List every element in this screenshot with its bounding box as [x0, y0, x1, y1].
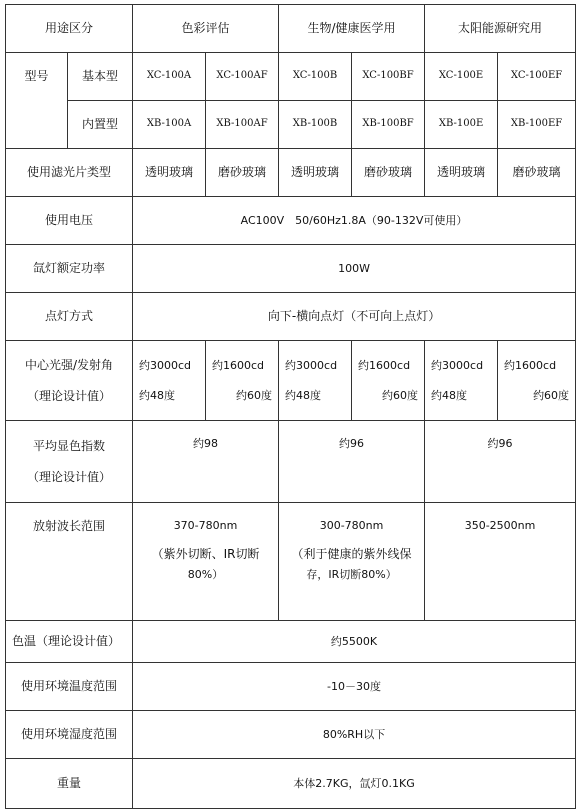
intensity-label-line1: 中心光强/发射角 [24, 357, 114, 372]
lighting-label: 点灯方式 [6, 293, 133, 341]
model-builtin-label: 内置型 [68, 101, 133, 149]
temp-range-value: -10－30度 [133, 663, 576, 711]
cri-row [6, 421, 576, 503]
model-builtin-row [6, 101, 576, 149]
intensity-angle: 约60度 [382, 388, 419, 402]
weight-value: 本体2.7KG，氙灯0.1KG [133, 759, 576, 809]
model-cell: XB-100A [133, 101, 206, 149]
model-cell: XB-100AF [206, 101, 279, 149]
voltage-value: AC100V 50/60Hz1.8A（90-132V可使用） [133, 197, 576, 245]
wavelength-cell-bio-health [279, 503, 425, 621]
intensity-cell [498, 341, 576, 421]
lighting-row [6, 293, 576, 341]
intensity-cell [425, 341, 498, 421]
intensity-cd: 约3000cd [285, 358, 338, 372]
filter-cell: 磨砂玻璃 [206, 149, 279, 197]
model-cell: XB-100E [425, 101, 498, 149]
intensity-cd: 约1600cd [504, 358, 557, 372]
solar-header: 太阳能源研究用 [425, 5, 576, 53]
intensity-angle: 约60度 [533, 388, 570, 402]
cri-cell: 约98 [133, 421, 279, 503]
wavelength-note: （利于健康的紫外线保 [291, 546, 412, 561]
model-cell: XC-100E [425, 53, 498, 101]
filter-cell: 透明玻璃 [425, 149, 498, 197]
color-temp-row [6, 621, 576, 663]
power-row [6, 245, 576, 293]
weight-row [6, 759, 576, 809]
wavelength-row [6, 503, 576, 621]
model-cell: XB-100BF [352, 101, 425, 149]
cri-cell: 约96 [279, 421, 425, 503]
cri-cell: 约96 [425, 421, 576, 503]
intensity-label [6, 341, 133, 421]
filter-cell: 磨砂玻璃 [498, 149, 576, 197]
cri-label-line2: （理论设计值） [27, 469, 112, 484]
color-temp-value: 约5500K [133, 621, 576, 663]
wavelength-note: 存，IR切断80%） [306, 567, 397, 581]
filter-cell: 透明玻璃 [279, 149, 352, 197]
cri-label-line1: 平均显色指数 [33, 438, 106, 453]
wavelength-cell-solar [425, 503, 576, 621]
humidity-label: 使用环境湿度范围 [6, 711, 133, 759]
intensity-cd: 约3000cd [139, 358, 192, 372]
power-label: 氙灯额定功率 [6, 245, 133, 293]
color-eval-header: 色彩评估 [133, 5, 279, 53]
model-basic-label: 基本型 [68, 53, 133, 101]
humidity-row [6, 711, 576, 759]
use-category-header: 用途区分 [6, 5, 133, 53]
intensity-cell [133, 341, 206, 421]
cri-label [6, 421, 133, 503]
wavelength-label: 放射波长范围 [6, 503, 133, 621]
model-basic-row [6, 53, 576, 101]
intensity-cd: 约3000cd [431, 358, 484, 372]
voltage-label: 使用电压 [6, 197, 133, 245]
intensity-angle: 约48度 [285, 388, 322, 402]
wavelength-range: 350-2500nm [464, 519, 536, 532]
intensity-cd: 约1600cd [358, 358, 411, 372]
weight-label: 重量 [6, 759, 133, 809]
model-cell: XB-100B [279, 101, 352, 149]
intensity-cell [352, 341, 425, 421]
intensity-cd: 约1600cd [212, 358, 265, 372]
temp-range-row [6, 663, 576, 711]
wavelength-range: 370-780nm [173, 519, 238, 532]
temp-range-label: 使用环境温度范围 [6, 663, 133, 711]
header-row [6, 5, 576, 53]
power-value: 100W [133, 245, 576, 293]
model-cell: XC-100B [279, 53, 352, 101]
intensity-cell [206, 341, 279, 421]
wavelength-range: 300-780nm [319, 519, 384, 532]
intensity-label-line2: （理论设计值） [27, 388, 112, 403]
intensity-cell [279, 341, 352, 421]
model-cell: XC-100EF [498, 53, 576, 101]
intensity-angle: 约60度 [236, 388, 273, 402]
filter-label: 使用滤光片类型 [6, 149, 133, 197]
wavelength-note: （紫外切断、IR切断 [151, 546, 260, 561]
model-label: 型号 [6, 53, 68, 149]
model-cell: XC-100A [133, 53, 206, 101]
filter-cell: 磨砂玻璃 [352, 149, 425, 197]
bio-health-header: 生物/健康医学用 [279, 5, 425, 53]
lighting-value: 向下-横向点灯（不可向上点灯） [133, 293, 576, 341]
model-cell: XB-100EF [498, 101, 576, 149]
intensity-row [6, 341, 576, 421]
voltage-row [6, 197, 576, 245]
filter-row [6, 149, 576, 197]
wavelength-cell-color-eval [133, 503, 279, 621]
filter-cell: 透明玻璃 [133, 149, 206, 197]
intensity-angle: 约48度 [431, 388, 468, 402]
spec-table [5, 4, 576, 809]
wavelength-note: 80%） [187, 567, 224, 581]
intensity-angle: 约48度 [139, 388, 176, 402]
model-cell: XC-100BF [352, 53, 425, 101]
model-cell: XC-100AF [206, 53, 279, 101]
humidity-value: 80%RH以下 [133, 711, 576, 759]
color-temp-label: 色温（理论设计值） [6, 621, 133, 663]
